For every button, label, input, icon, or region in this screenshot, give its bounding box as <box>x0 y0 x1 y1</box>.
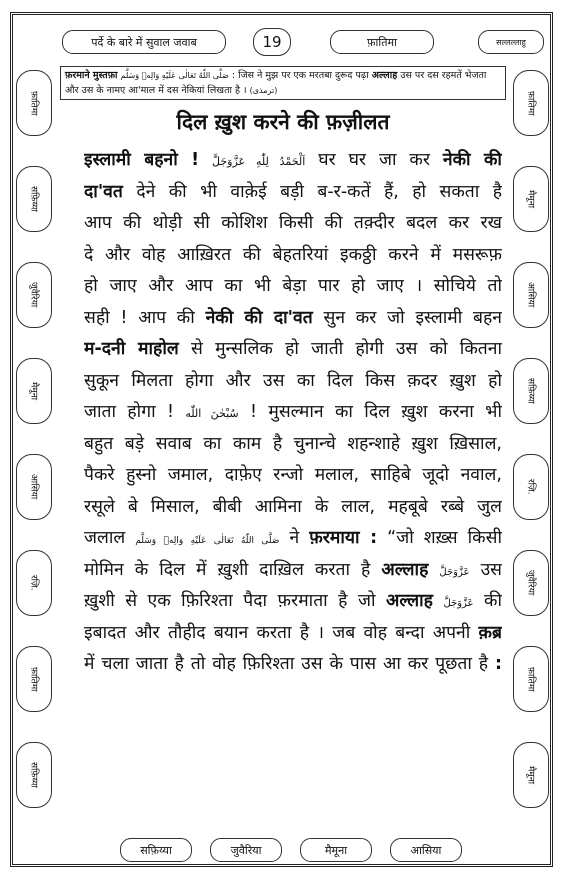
side-ornament-label: जुवैरिया <box>16 262 52 328</box>
footer-ornament-label: जुवैरिया <box>210 838 282 862</box>
side-ornament-label: फ़ातिमा <box>513 646 549 712</box>
side-ornament-label: रज़ि. <box>513 454 549 520</box>
header-book-title: पर्दे के बारे में सुवाल जवाब <box>62 30 226 54</box>
body-line-7 <box>84 334 502 366</box>
side-ornament-label: मैमूना <box>513 166 549 232</box>
footer-ornament-label: आसिया <box>390 838 462 862</box>
arabic-phrase: اَلْحَمْدُ لِلّٰهِ عَزَّوَجَلَّ <box>212 155 306 168</box>
body-line-5: हो जाए और आप का भी बेड़ा पार हो जाए । सोचिये तो <box>84 276 502 296</box>
body-text-run: सही ! आप की <box>84 307 195 328</box>
side-ornament-label: फ़ातिमा <box>513 70 549 136</box>
page-title: दिल ख़ुश करने की फ़ज़ीलत <box>176 110 390 134</box>
body-text <box>84 145 502 681</box>
bold-phrase: इस्लामी बहनो ! <box>84 150 200 170</box>
hadith-line-2-text: और उस के नामए आ'माल में दस नेकियां लिखता है । <box>65 85 247 96</box>
arabic-phrase: عَزَّوَجَلَّ <box>443 598 474 609</box>
bold-phrase: अल्लाह <box>385 591 433 611</box>
body-text-run: इबादत और तौहीद बयान करता है । जब वोह बन्दा अपनी <box>84 622 471 643</box>
body-text-run: में चला जाता है तो वोह फ़िरिश्ता उस के पास आ कर पूछता है <box>84 654 489 674</box>
page-number: 19 <box>253 28 291 56</box>
body-text-run: ख़ुशी से एक फ़िरिश्ता पैदा फ़रमाता है जो <box>84 591 376 611</box>
bold-phrase: फ़रमाया : <box>309 528 378 548</box>
body-text-run: ने <box>289 528 300 548</box>
body-line-8: सुकून मिलता होगा और उस का दिल किस क़दर ख़ुश हो <box>84 370 502 391</box>
body-line-11: पैकरे हुस्नो जमाल, दाफ़ेए रन्जो मलाल, साहिबे जूदो नवाल, <box>84 465 502 485</box>
hadith-arabic: صَلَّى اللّٰهُ تَعَالٰى عَلَيْهِ وَالِهٖ وَسَلَّم <box>120 71 229 80</box>
hadith-source: (ترمذی) <box>249 86 278 95</box>
body-text-run: ! मुसल्मान का दिल ख़ुश करना भी <box>250 402 502 422</box>
body-line-15 <box>84 586 502 618</box>
side-ornament-label: सफ़िय्या <box>16 742 52 808</box>
side-ornament-label: सफ़िय्या <box>16 166 52 232</box>
body-text-run: “जो शख़्स किसी <box>387 528 502 548</box>
bold-phrase: दा'वत <box>84 181 123 202</box>
bold-phrase: नेकी की दा'वत <box>205 307 313 328</box>
body-text-run: उस <box>480 559 502 580</box>
bold-phrase: नेकी की <box>442 150 502 170</box>
arabic-phrase: عَزَّوَجَلَّ <box>439 566 470 578</box>
body-text-run: जाता होगा ! <box>84 402 174 422</box>
header-caption-right: फ़ातिमा <box>330 30 434 54</box>
footer-ornament-label: सफ़िय्या <box>120 838 192 862</box>
hadith-line-1 <box>65 68 501 83</box>
arabic-phrase: صَلَّى اللّٰهُ تَعَالٰى عَلَيْهِ وَالِهٖ وَسَلَّم <box>135 536 280 546</box>
body-line-1 <box>84 145 502 177</box>
bold-phrase: अल्लाह <box>381 559 429 580</box>
hadith-box <box>60 66 506 100</box>
body-line-6 <box>84 303 502 335</box>
body-text-run: से मुन्सलिक हो जाती होगी उस को कितना <box>191 339 502 359</box>
body-line-16 <box>84 618 502 650</box>
side-ornament-label: आसिया <box>513 262 549 328</box>
hadith-text-2: उस पर दस रहमतें भेजता <box>400 70 487 81</box>
arabic-phrase: سُبْحٰنَ اللّٰه <box>185 407 239 420</box>
body-text-run: मोमिन के दिल में ख़ुशी दाख़िल करता है <box>84 559 371 580</box>
body-line-9 <box>84 397 502 429</box>
body-text-run: की <box>484 591 502 611</box>
body-line-13 <box>84 523 502 555</box>
hadith-text-1: : जिस ने मुझ पर एक मरतबा दुरूद पढ़ा <box>231 70 369 81</box>
hadith-allah: अल्लाह <box>371 70 398 81</box>
side-ornament-label: जुवैरिया <box>513 550 549 616</box>
body-line-3: आप की थोड़ी सी कोशिश किसी की तक़्दीर बदल कर रख <box>84 213 502 233</box>
side-ornament-label: मैमूना <box>16 358 52 424</box>
side-ornament-label: मैमूना <box>513 742 549 808</box>
body-line-12: रसूले बे मिसाल, बीबी आमिना के लाल, महबूबे रब्बे जुल <box>84 496 502 517</box>
bold-phrase: म-दनी माहोल <box>84 339 179 359</box>
body-text-run: जलाल <box>84 528 126 548</box>
body-text-run: सुन कर जो इस्लामी बहन <box>323 307 502 328</box>
body-line-17 <box>84 649 502 681</box>
body-text-run: देने की भी वाक़ेई बड़ी ब-र-कतें हैं, हो सकता है <box>136 181 502 202</box>
body-line-14 <box>84 555 502 587</box>
body-text-run: घर घर जा कर <box>318 150 430 170</box>
side-ornament-label: आसिया <box>16 454 52 520</box>
hadith-line-2 <box>65 83 501 98</box>
side-ornament-label: सफ़िय्या <box>513 358 549 424</box>
body-line-4: दे और वोह आख़िरत की बेहतरियां इकठ्ठी करने में मसरूफ़ <box>84 244 502 265</box>
bold-phrase: : <box>495 654 502 674</box>
side-ornament-label: फ़ातिमा <box>16 70 52 136</box>
side-ornament-label: रज़ि. <box>16 550 52 616</box>
bold-phrase: क़ब्र <box>478 622 502 643</box>
header-corner-seal: सल्लल्लाहु <box>478 30 544 54</box>
hadith-prefix: फ़रमाने मुस्तफ़ा <box>65 70 118 81</box>
side-ornament-label: फ़ातिमा <box>16 646 52 712</box>
footer-ornament-label: मैमूना <box>300 838 372 862</box>
body-line-10: बहुत बड़े सवाब का काम है चुनान्चे शहन्शाहे ख़ुश ख़िसाल, <box>84 433 502 454</box>
body-line-2 <box>84 177 502 209</box>
